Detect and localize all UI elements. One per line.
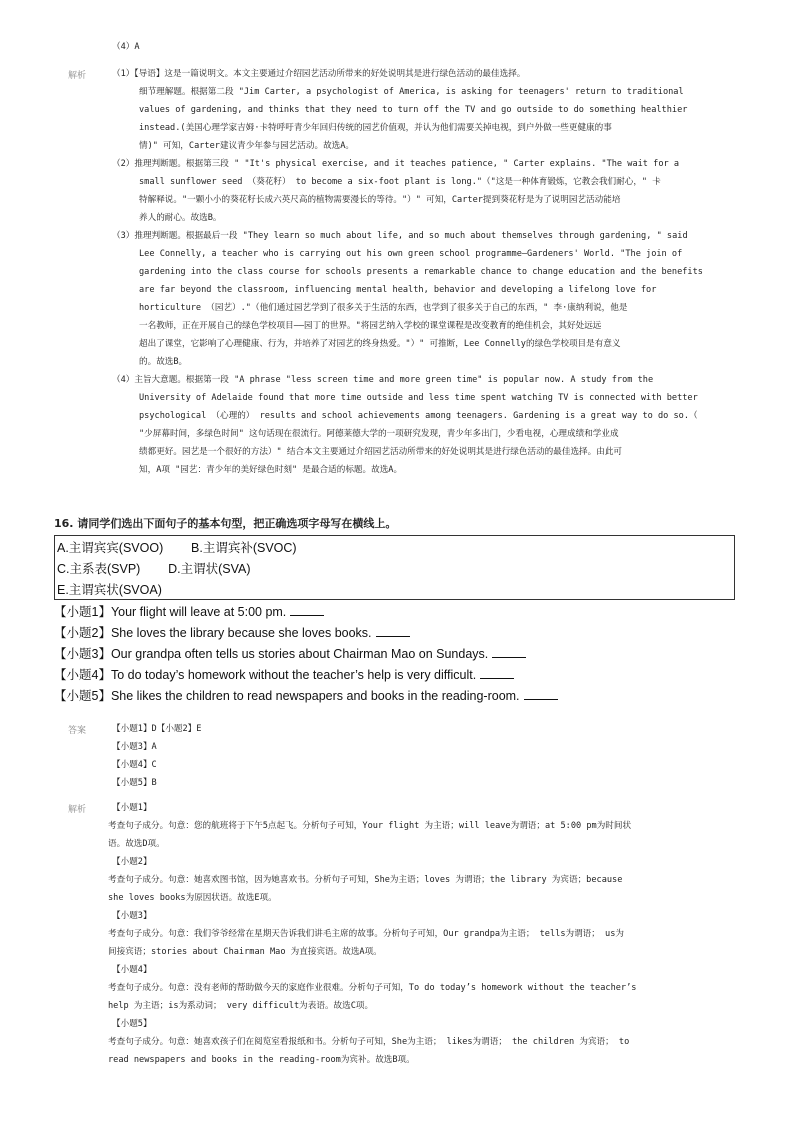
analysis-line: 的。故选B。: [139, 357, 188, 367]
analysis-line: help 为主语；is为系动词； very difficult为表语。故选C项。: [108, 1001, 374, 1011]
analysis-line: small sunflower seed （葵花籽） to become a six-foot plant is long."（"这是一种体育锻炼，它教会我们耐心，" 卡: [139, 177, 661, 187]
answer-line: 【小题1】D【小题2】E: [112, 724, 202, 734]
analysis-line: Lee Connelly, a teacher who is carrying out his own green school programme—Gardeners' World. "The join of: [139, 249, 683, 259]
sub-question-2: [54, 623, 410, 641]
analysis-line: "少屏幕时间，多绿色时间" 这句话现在很流行。阿德莱德大学的一项研究发现，青少年多出门，少看电视，心理成绩和学业成: [139, 429, 619, 439]
answer-line: 【小题5】B: [112, 778, 157, 788]
sub-question-text: 【小题4】To do today’s homework without the teacher’s help is very difficult.: [54, 668, 477, 682]
analysis-line: 【小题2】: [112, 857, 152, 867]
analysis-line: psychological （心理的） results and school achievements among teenagers. Gardening is a great way to do so.（: [139, 411, 698, 421]
option-line: A.主谓宾宾(SVOO) B.主谓宾补(SVOC): [57, 541, 297, 555]
answer-line: 【小题3】A: [112, 742, 157, 752]
prev-answer-line: （4）A: [112, 42, 140, 52]
analysis-line: she loves books为原因状语。故选E项。: [108, 893, 277, 903]
option-line: E.主谓宾状(SVOA): [57, 583, 162, 597]
analysis-line: 语。故选D项。: [108, 839, 165, 849]
analysis-line: gardening into the class course for schools presents a remarkable chance to change education and the benefits: [139, 267, 703, 277]
analysis-line: 【小题1】: [112, 803, 152, 813]
answer-line: 【小题4】C: [112, 760, 157, 770]
answer-blank[interactable]: [492, 645, 526, 658]
analysis-line: 考查句子成分。句意：她喜欢孩子们在阅览室看报纸和书。分析句子可知，She为主语； likes为谓语； the children 为宾语； to: [108, 1037, 630, 1047]
sub-question-text: 【小题3】Our grandpa often tells us stories about Chairman Mao on Sundays.: [54, 647, 489, 661]
analysis-line: are far beyond the classroom, influencing mental health, behavior and developing a lifelong love for: [139, 285, 657, 295]
analysis-line: 绩都更好。园艺是一个很好的方法）" 结合本文主要通过介绍园艺活动所带来的好处说明其是进行绿色活动的最佳选择。由此可: [139, 447, 623, 457]
analysis-line: 细节理解题。根据第二段 "Jim Carter, a psychologist of America, is asking for teenagers' return to traditional: [139, 87, 684, 97]
analysis-line: 超出了课堂，它影响了心理健康、行为，并培养了对园艺的终身热爱。"）" 可推断，Lee Connelly的绿色学校项目是有意义: [139, 339, 621, 349]
answer-blank[interactable]: [524, 687, 558, 700]
analysis-line: read newspapers and books in the reading-room为宾补。故选B项。: [108, 1055, 415, 1065]
sub-question-text: 【小题2】She loves the library because she loves books.: [54, 626, 372, 640]
analysis-line: （2）推理判断题。根据第三段 " "It's physical exercise, and it teaches patience, " Carter explains. "The wait for a: [112, 159, 680, 169]
analysis-line: 【小题5】: [112, 1019, 152, 1029]
answer-blank[interactable]: [290, 603, 324, 616]
analysis-line: 间接宾语；stories about Chairman Mao 为直接宾语。故选A项。: [108, 947, 382, 957]
question-title: 16. 请同学们选出下面句子的基本句型，把正确选项字母写在横线上。: [54, 517, 397, 530]
analysis-line: 知，A项 "园艺：青少年的美好绿色时刻" 是最合适的标题。故选A。: [139, 465, 403, 475]
analysis-line: values of gardening, and thinks that they need to turn off the TV and go outside to do something healthier: [139, 105, 688, 115]
sub-question-text: 【小题1】Your flight will leave at 5:00 pm.: [54, 605, 287, 619]
sub-question-4: [54, 665, 514, 683]
analysis-line: 一名教师，正在开展自己的绿色学校项目——园丁的世界。"将园艺纳入学校的课堂课程是改变教育的绝佳机会，其好处远远: [139, 321, 602, 331]
analysis-line: （4）主旨大意题。根据第一段 "A phrase "less screen time and more green time" is popular now. A study from the: [112, 375, 654, 385]
sub-question-text: 【小题5】She likes the children to read newspapers and books in the reading-room.: [54, 689, 520, 703]
analysis-line: 【小题4】: [112, 965, 152, 975]
analysis-line: （1）【导语】这是一篇说明文。本文主要通过介绍园艺活动所带来的好处说明其是进行绿色活动的最佳选择。: [112, 69, 526, 79]
answer-blank[interactable]: [376, 624, 410, 637]
analysis-line: 特解释说。"一颗小小的葵花籽长成六英尺高的植物需要漫长的等待。"）" 可知，Carter提到葵花籽是为了说明园艺活动能培: [139, 195, 621, 205]
answer-label: 答案: [68, 726, 87, 736]
analysis-line: horticulture （园艺）."（他们通过园艺学到了很多关于生活的东西，也学到了很多关于自己的东西，" 李·康纳利说，他是: [139, 303, 628, 313]
analysis-line: 考查句子成分。句意：我们爷爷经常在星期天告诉我们讲毛主席的故事。分析句子可知，Our grandpa为主语； tells为谓语； us为: [108, 929, 624, 939]
prev-analysis-label: 解析: [68, 71, 87, 81]
options-box: [54, 535, 735, 600]
answer-blank[interactable]: [480, 666, 514, 679]
option-line: C.主系表(SVP) D.主谓状(SVA): [57, 562, 251, 576]
analysis-line: 考查句子成分。句意：她喜欢图书馆，因为她喜欢书。分析句子可知，She为主语；loves 为谓语；the library 为宾语；because: [108, 875, 623, 885]
analysis-label: 解析: [68, 805, 87, 815]
analysis-line: 养人的耐心。故选B。: [139, 213, 222, 223]
analysis-line: University of Adelaide found that more time outside and less time spent watching TV is connected with better: [139, 393, 698, 403]
analysis-line: 考查句子成分。句意：您的航班将于下午5点起飞。分析句子可知，Your flight 为主语；will leave为谓语；at 5:00 pm为时间状: [108, 821, 632, 831]
analysis-line: 【小题3】: [112, 911, 152, 921]
sub-question-3: [54, 644, 526, 662]
analysis-line: （3）推理判断题。根据最后一段 "They learn so much about life, and so much about themselves through gardening, " said: [112, 231, 688, 241]
sub-question-5: [54, 686, 558, 704]
sub-question-1: [54, 602, 324, 620]
analysis-line: instead.(美国心理学家吉姆·卡特呼吁青少年回归传统的园艺价值观，并认为他们需要关掉电视，到户外做一些更健康的事: [139, 123, 612, 133]
analysis-line: 情)" 可知，Carter建议青少年参与园艺活动。故选A。: [139, 141, 355, 151]
analysis-line: 考查句子成分。句意：没有老师的帮助做今天的家庭作业很难。分析句子可知，To do today’s homework without the teacher’s: [108, 983, 637, 993]
